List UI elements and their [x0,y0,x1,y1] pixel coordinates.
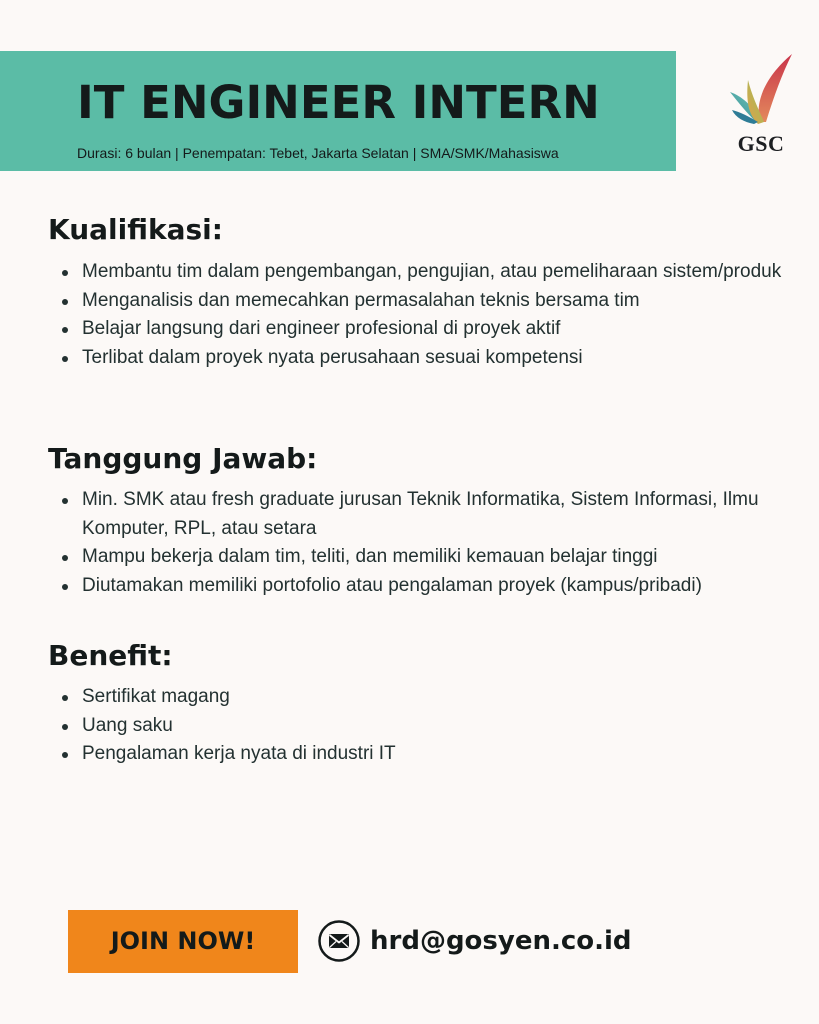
leaf-logo-icon [726,52,796,132]
list-item: Uang saku [62,712,782,741]
benefit-list [62,683,782,769]
list-item: Pengalaman kerja nyata di industri IT [62,740,782,769]
tanggung-jawab-list [62,486,782,600]
page-subtitle: Durasi: 6 bulan | Penempatan: Tebet, Jakarta Selatan | SMA/SMK/Mahasiswa [77,145,559,161]
list-item: Terlibat dalam proyek nyata perusahaan sesuai kompetensi [62,344,782,373]
mail-icon [318,920,360,962]
logo-text: GSC [737,131,785,156]
list-item: Menganalisis dan memecahkan permasalahan teknis bersama tim [62,287,782,316]
kualifikasi-list [62,258,782,372]
list-item: Belajar langsung dari engineer profesional di proyek aktif [62,315,782,344]
company-logo [726,52,796,162]
join-now-button[interactable]: JOIN NOW! [68,910,298,973]
list-item: Min. SMK atau fresh graduate jurusan Teknik Informatika, Sistem Informasi, Ilmu Komputer, RPL, atau setara [62,486,782,543]
list-item: Sertifikat magang [62,683,782,712]
list-item: Diutamakan memiliki portofolio atau pengalaman proyek (kampus/pribadi) [62,572,782,601]
list-item: Membantu tim dalam pengembangan, pengujian, atau pemeliharaan sistem/produk [62,258,782,287]
list-item: Mampu bekerja dalam tim, teliti, dan memiliki kemauan belajar tinggi [62,543,782,572]
section-heading-tanggung-jawab: Tanggung Jawab: [48,442,318,475]
page-title: IT ENGINEER INTERN [77,76,600,129]
email-link[interactable]: hrd@gosyen.co.id [370,926,632,956]
section-heading-kualifikasi: Kualifikasi: [48,213,223,246]
section-heading-benefit: Benefit: [48,639,173,672]
